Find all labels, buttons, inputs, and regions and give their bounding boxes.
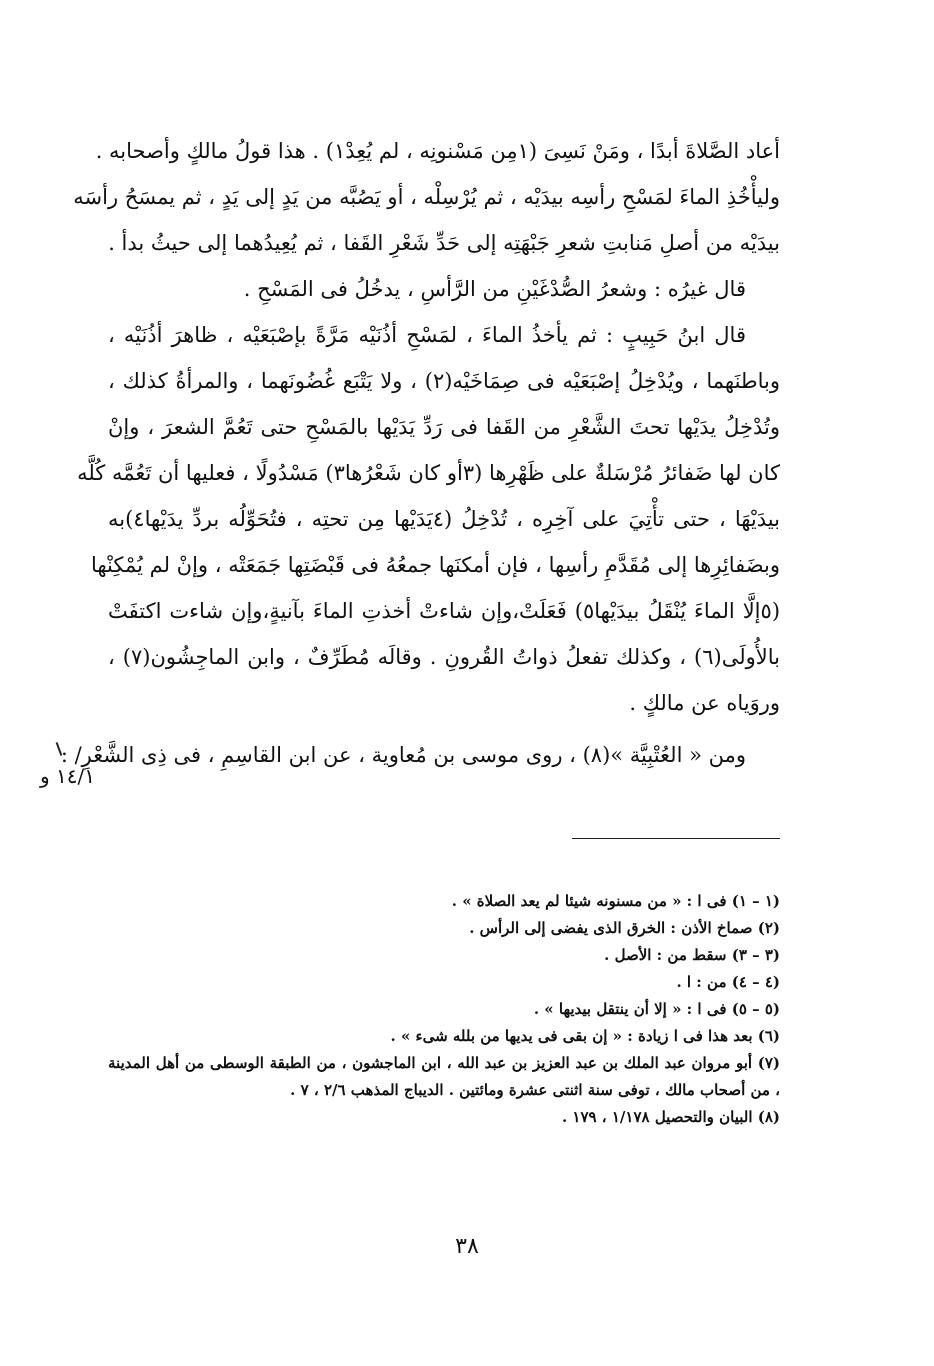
text-line: وروَياه عن مالكٍ . bbox=[629, 691, 780, 715]
footnote: (٨) البيان والتحصيل ١/١٧٨ ، ١٧٩ . bbox=[561, 1108, 780, 1126]
footnote: (٣ – ٣) سقط من : الأصل . bbox=[604, 946, 780, 964]
footnote: (٢) صماخ الأذن : الخرق الذى يفضى إلى الرأس . bbox=[469, 919, 780, 937]
text-line: بيدَيْهَا ، حتى تأْتِيَ على آخِرِه ، تُدْخِلُ (٤يَدَيْها مِن تحتِه ، فتُحَوِّلُه بردِّ يدَيْها٤)به bbox=[108, 507, 780, 531]
footnote: (٦) بعد هذا فى ا زيادة : « إن بقى فى يديها من بلله شىء » . bbox=[390, 1027, 780, 1045]
footnote: (٥ – ٥) فى ا : « إلا أن ينتقل بيديها » . bbox=[533, 1000, 780, 1018]
text-line: ومن « العُتْبِيَّة »(٨) ، روى موسى بن مُعاوية ، عن ابن القاسِمِ ، فى ذِى الشَّعْرِ/ : bbox=[60, 743, 746, 767]
text-line: قال غيرُه : وشعرُ الصُّدْغَيْنِ من الرَّأسِ ، يدخُلُ فى المَسْحِ . bbox=[243, 277, 746, 301]
text-line: كان لها ضَفائرُ مُرْسَلةٌ على ظَهْرِها (٣أو كان شَعْرُها٣) مَسْدُولًا ، فعليها أن تَعُمَّه كُلَّه bbox=[77, 461, 780, 485]
footnote: (١ – ١) فى ا : « من مسنونه شيئا لم يعد الصلاة » . bbox=[451, 892, 780, 910]
main-text bbox=[60, 128, 781, 778]
footnote-divider bbox=[572, 838, 780, 839]
text-line: قال ابنُ حَبِيبٍ : ثم يأخذُ الماءَ ، لمَسْحِ أذُنَيْه مَرَّةً بإصْبَعَيْه ، ظاهرَ أذُنَيْه ، bbox=[108, 323, 746, 347]
text-line: وليأْخُذِ الماءَ لمَسْحِ رأسِه بيدَيْه ، ثم يُرْسِلْه ، أو يَصُبَّه من يَدٍ إلى يَدٍ ، ثم يمسَحُ رأسَه bbox=[73, 185, 780, 209]
footnote: (٧) أبو مروان عبد الملك بن عبد العزيز بن عبد الله ، ابن الماجشون ، من الطبقة الوسطى من أهل المدينة ، من أصحاب مالك ، توفى سنة اثنتى عشرة ومائتين . الديباج المذهب ٢/٦ ، ٧ . bbox=[108, 1054, 781, 1099]
text-line: وباطنَهما ، ويُدْخِلُ إصْبَعَيْه فى صِمَاخَيْه(٢) ، ولا يَتْبَع غُضُونَهما ، والمرأةُ كذلك ، bbox=[108, 369, 780, 393]
text-line: بيدَيْه من أصلِ مَنابتِ شعرِ جَبْهَتِه إلى حَدِّ شَعْرِ القَفا ، ثم يُعِيدُهما إلى حيثُ بدأ . bbox=[108, 231, 780, 255]
text-line: وبضَفائِرِها إلى مُقَدَّمِ رأسِها ، فإن أمكنَها جمعُهُ فى قَبْضَتِها جَمَعَتْه ، وإنْ لم يُمْكِنْها bbox=[90, 553, 780, 577]
page-number: ٣٨ bbox=[455, 1234, 479, 1259]
text-line: وتُدْخِلُ يدَيْها تحتَ الشَّعْرِ من القَفا فى رَدِّ يَدَيْها بالمَسْحِ حتى تَعُمَّ الشعرَ ، وإنْ bbox=[108, 415, 780, 439]
manuscript-folio-ref: ١٤/١ و bbox=[40, 764, 95, 788]
text-line: (٥إلَّا الماءَ يُنْقَلُ بيدَيْها٥) فَعَلَتْ،وإن شاءتْ أخذتِ الماءَ بآنيةٍ،وإن شاءت اكتفَتْ bbox=[108, 599, 781, 623]
text-line: بالأُولَى(٦) ، وكذلك تفعلُ ذواتُ القُرونِ . وقالَه مُطَرِّفٌ ، وابن الماجِشُون(٧) ، bbox=[108, 645, 780, 669]
footnote: (٤ – ٤) من : ا . bbox=[676, 973, 780, 991]
text-line: أعاد الصَّلاةَ أبدًا ، ومَنْ نَسِىَ (١مِن مَسْنونِه ، لم يُعِدْ١) . هذا قولُ مالكٍ وأصحابه . bbox=[95, 139, 780, 163]
footnotes bbox=[108, 888, 780, 1131]
